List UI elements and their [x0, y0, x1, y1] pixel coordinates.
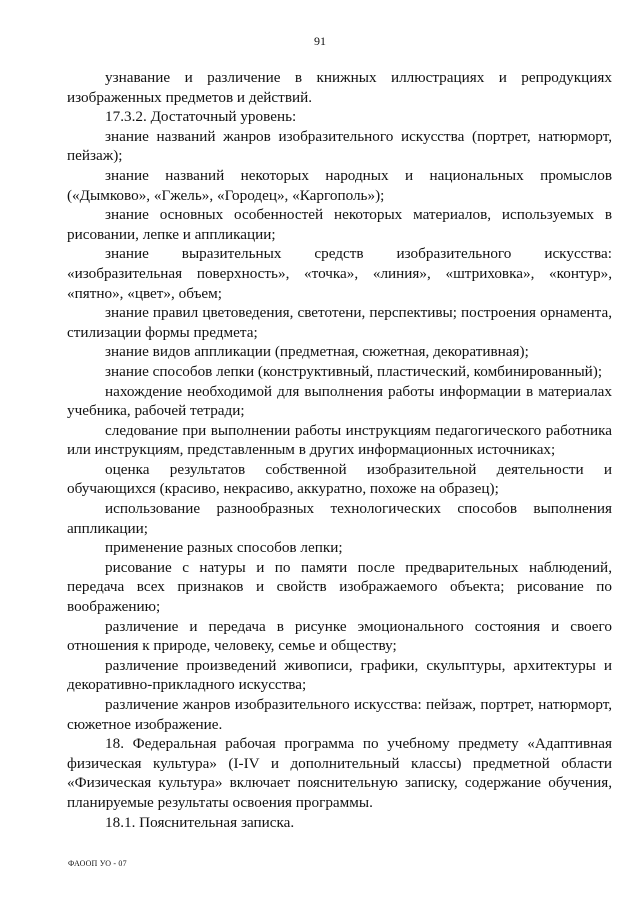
- paragraph: знание основных особенностей некоторых материалов, используемых в рисовании, лепке и аппликации;: [67, 206, 612, 243]
- paragraph: различение произведений живописи, графики, скульптуры, архитектуры и декоративно-прикладного искусства;: [67, 656, 612, 694]
- section-paragraph: 18. Федеральная рабочая программа по учебному предмету «Адаптивная физическая культура» (I-IV и дополнительный классы) предметной области «Физическая культура» включает пояснительную записку, содержание обучения, планируемые результаты освоения программы.: [67, 735, 612, 811]
- footer-code: ФАООП УО - 07: [68, 859, 127, 868]
- paragraph: знание правил цветоведения, светотени, перспективы; построения орнамента, стилизации формы предмета;: [67, 304, 612, 341]
- paragraph: знание способов лепки (конструктивный, пластический, комбинированный);: [105, 362, 603, 380]
- section-heading: 18.1. Пояснительная записка.: [105, 813, 295, 831]
- paragraph: следование при выполнении работы инструкциям педагогического работника или инструкциям, представленным в других информационных источниках;: [67, 421, 612, 459]
- paragraph: знание выразительных средств изобразительного искусства: «изобразительная поверхность», «точка», «линия», «штриховка», «контур», «пятно», «цвет», объем;: [67, 245, 612, 302]
- paragraph: использование разнообразных технологических способов выполнения аппликации;: [67, 500, 612, 537]
- paragraph: рисование с натуры и по памяти после предварительных наблюдений, передача всех признаков и свойств изображаемого объекта; рисование по воображению;: [67, 558, 612, 616]
- paragraph: знание названий некоторых народных и национальных промыслов («Дымково», «Гжель», «Городец», «Каргополь»);: [67, 166, 612, 204]
- paragraph: знание названий жанров изобразительного искусства (портрет, натюрморт, пейзаж);: [67, 127, 612, 165]
- paragraph: применение разных способов лепки;: [105, 539, 343, 557]
- paragraph: различение жанров изобразительного искусства: пейзаж, портрет, натюрморт, сюжетное изображение.: [67, 696, 612, 733]
- paragraph: узнавание и различение в книжных иллюстрациях и репродукциях изображенных предметов и действий.: [67, 69, 612, 106]
- page-number: 91: [314, 34, 326, 48]
- document-body: [67, 68, 612, 832]
- paragraph: нахождение необходимой для выполнения работы информации в материалах учебника, рабочей тетради;: [67, 382, 612, 420]
- paragraph: различение и передача в рисунке эмоционального состояния и своего отношения к природе, человеку, семье и обществу;: [67, 617, 612, 655]
- paragraph: оценка результатов собственной изобразительной деятельности и обучающихся (красиво, некрасиво, аккуратно, похоже на образец);: [67, 460, 612, 498]
- section-heading: 17.3.2. Достаточный уровень:: [105, 108, 297, 126]
- paragraph: знание видов аппликации (предметная, сюжетная, декоративная);: [105, 343, 529, 361]
